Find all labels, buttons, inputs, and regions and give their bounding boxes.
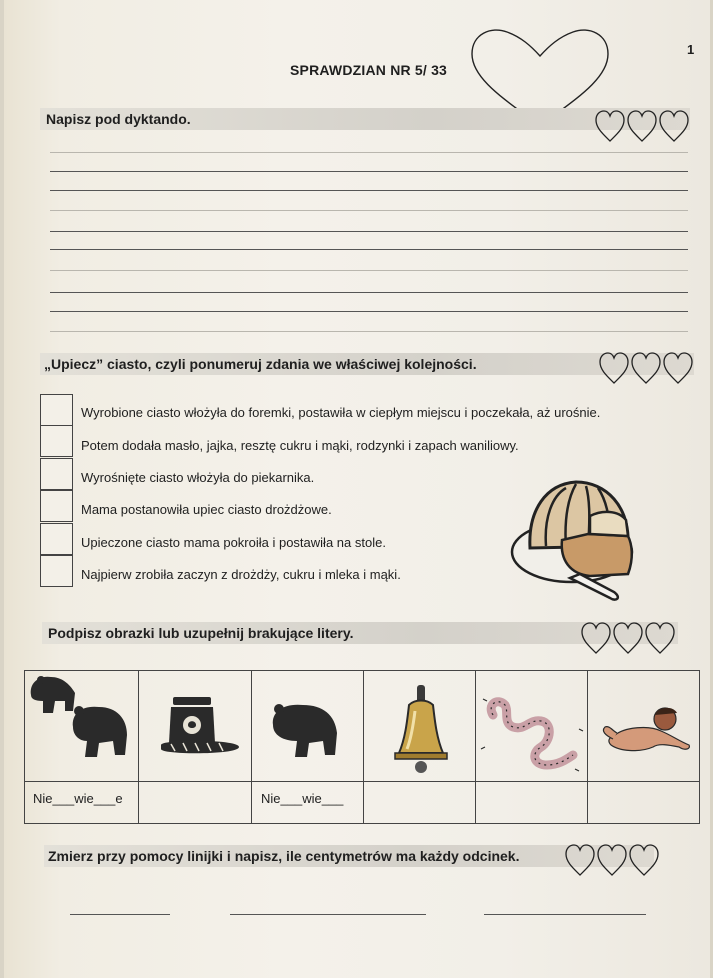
rating-hearts-icon: [580, 620, 678, 656]
cake-sentence: Upieczone ciasto mama pokroiła i postawiła na stole.: [81, 535, 386, 550]
rating-hearts-icon: [594, 108, 692, 144]
jam-jar-and-bread-icon: [157, 693, 243, 773]
measure-segment: [484, 914, 646, 915]
picture-caption[interactable]: Nie___wie___: [261, 791, 344, 806]
writing-line: [50, 270, 688, 271]
table-divider: [138, 671, 139, 823]
section-heading-measure: Zmierz przy pomocy linijki i napisz, ile centymetrów ma każdy odcinek.: [48, 848, 520, 864]
writing-line: [50, 311, 688, 312]
writing-line: [50, 190, 688, 191]
writing-line: [50, 210, 688, 211]
table-divider: [363, 671, 364, 823]
page-number: 1: [687, 42, 695, 57]
cake-sentence: Wyrośnięte ciasto włożyła do piekarnika.: [81, 470, 315, 485]
bundt-cake-icon: [510, 470, 650, 610]
bell-icon: [391, 683, 451, 781]
cake-sentence: Mama postanowiła upiec ciasto drożdżowe.: [81, 502, 332, 517]
order-number-box[interactable]: [40, 555, 73, 587]
measure-segment: [70, 914, 170, 915]
order-number-box[interactable]: [40, 458, 73, 490]
table-divider: [251, 671, 252, 823]
writing-line: [50, 249, 688, 250]
writing-line: [50, 152, 688, 153]
section-heading-cake: „Upiecz” ciasto, czyli ponumeruj zdania we właściwej kolejności.: [44, 356, 477, 372]
order-number-box[interactable]: [40, 490, 73, 522]
table-divider: [587, 671, 588, 823]
table-divider: [25, 781, 699, 782]
section-heading-pictures: Podpisz obrazki lub uzupełnij brakujące litery.: [48, 625, 354, 641]
rating-hearts-icon: [598, 350, 696, 386]
table-divider: [475, 671, 476, 823]
writing-line: [50, 171, 688, 172]
section-heading-dictation: Napisz pod dyktando.: [46, 111, 191, 127]
bear-icon: [269, 699, 349, 769]
two-bears-icon: [27, 671, 137, 779]
baby-icon: [599, 705, 695, 761]
order-number-box[interactable]: [40, 394, 73, 426]
cake-sentence: Najpierw zrobiła zaczyn z drożdży, cukru i mleka i mąki.: [81, 567, 401, 582]
writing-line: [50, 331, 688, 332]
worm-icon: [479, 689, 585, 775]
picture-table: [24, 670, 700, 824]
measure-segment: [230, 914, 426, 915]
cake-sentence: Potem dodała masło, jajka, resztę cukru i mąki, rodzynki i zapach waniliowy.: [81, 438, 519, 453]
writing-line: [50, 292, 688, 293]
writing-line: [50, 231, 688, 232]
picture-caption[interactable]: Nie___wie___e: [33, 791, 123, 806]
order-number-box[interactable]: [40, 425, 73, 457]
order-number-box[interactable]: [40, 523, 73, 555]
worksheet-page: [4, 0, 710, 978]
rating-hearts-icon: [564, 842, 662, 878]
cake-sentence: Wyrobione ciasto włożyła do foremki, postawiła w ciepłym miejscu i poczekała, aż urośnie.: [81, 405, 601, 420]
page-title: SPRAWDZIAN NR 5/ 33: [290, 62, 448, 78]
